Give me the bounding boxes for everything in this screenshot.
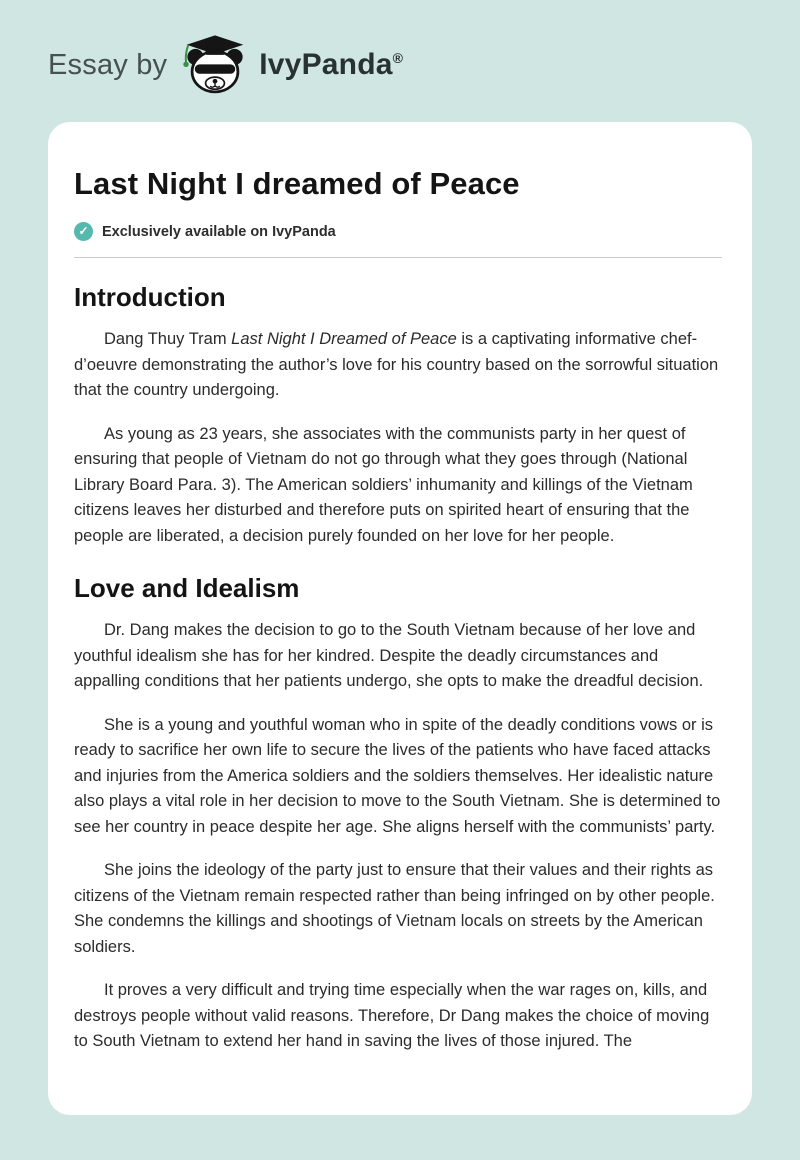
- paragraph: [74, 327, 722, 404]
- brand-name: [259, 48, 403, 82]
- paragraph: She is a young and youthful woman who in spite of the deadly conditions vows or is ready to sacrifice her own life to secure the lives of the patients who have faced attacks and injuries from the America soldiers and the soldiers themselves. Her idealistic nature also plays a vital role in her decision to move to the South Vietnam. She is determined to see her country in peace despite her age. She aligns herself with the communists’ party.: [74, 715, 721, 836]
- essay-card: [48, 122, 752, 1115]
- essay-title: Last Night I dreamed of Peace: [74, 166, 520, 201]
- availability-label: Exclusively available on IvyPanda: [102, 223, 336, 240]
- brand-lockup: [181, 34, 403, 96]
- book-title-italic: Last Night I Dreamed of Peace: [231, 330, 457, 348]
- site-header: [0, 0, 800, 122]
- panda-graduate-logo-icon: [181, 34, 249, 96]
- divider: [74, 257, 722, 258]
- brand-text: IvyPanda: [259, 48, 393, 81]
- check-icon: ✓: [74, 222, 93, 241]
- paragraph: Dr. Dang makes the decision to go to the South Vietnam because of her love and youthful idealism she has for her kindred. Despite the deadly circumstances and appalling conditions that her patients undergo, she opts to make the dreadful decision.: [74, 621, 704, 690]
- section-heading-love-and-idealism: Love and Idealism: [74, 573, 300, 603]
- paragraph: She joins the ideology of the party just to ensure that their values and their rights as citizens of the Vietnam remain respected rather than being infringed on by other people. She condemns the killings and shootings of Vietnam locals on streets by the American soldiers.: [74, 861, 715, 956]
- registered-mark: ®: [392, 50, 404, 66]
- paragraph-text: is a captivating informative chef-d’oeuvre demonstrating the author’s love for his country based on the sorrowful situation that the country undergoing.: [74, 330, 719, 399]
- section-heading-introduction: Introduction: [74, 282, 226, 312]
- paragraph: As young as 23 years, she associates with the communists party in her quest of ensuring that people of Vietnam do not go through what they goes through (National Library Board Para. 3). The American soldiers’ inhumanity and killings of the Vietnam citizens leaves her disturbed and therefore puts on spirited heart of ensuring that the people are liberated, a decision purely founded on her love for her people.: [74, 424, 693, 545]
- essay-by-label: Essay by: [48, 48, 168, 81]
- paragraph: It proves a very difficult and trying time especially when the war rages on, kills, and destroys people without valid reasons. Therefore, Dr Dang makes the choice of moving to South Vietnam to extend her hand in saving the lives of those injured. The: [74, 981, 710, 1050]
- availability-row: [74, 222, 722, 241]
- paragraph-text: Dang Thuy Tram: [104, 330, 232, 348]
